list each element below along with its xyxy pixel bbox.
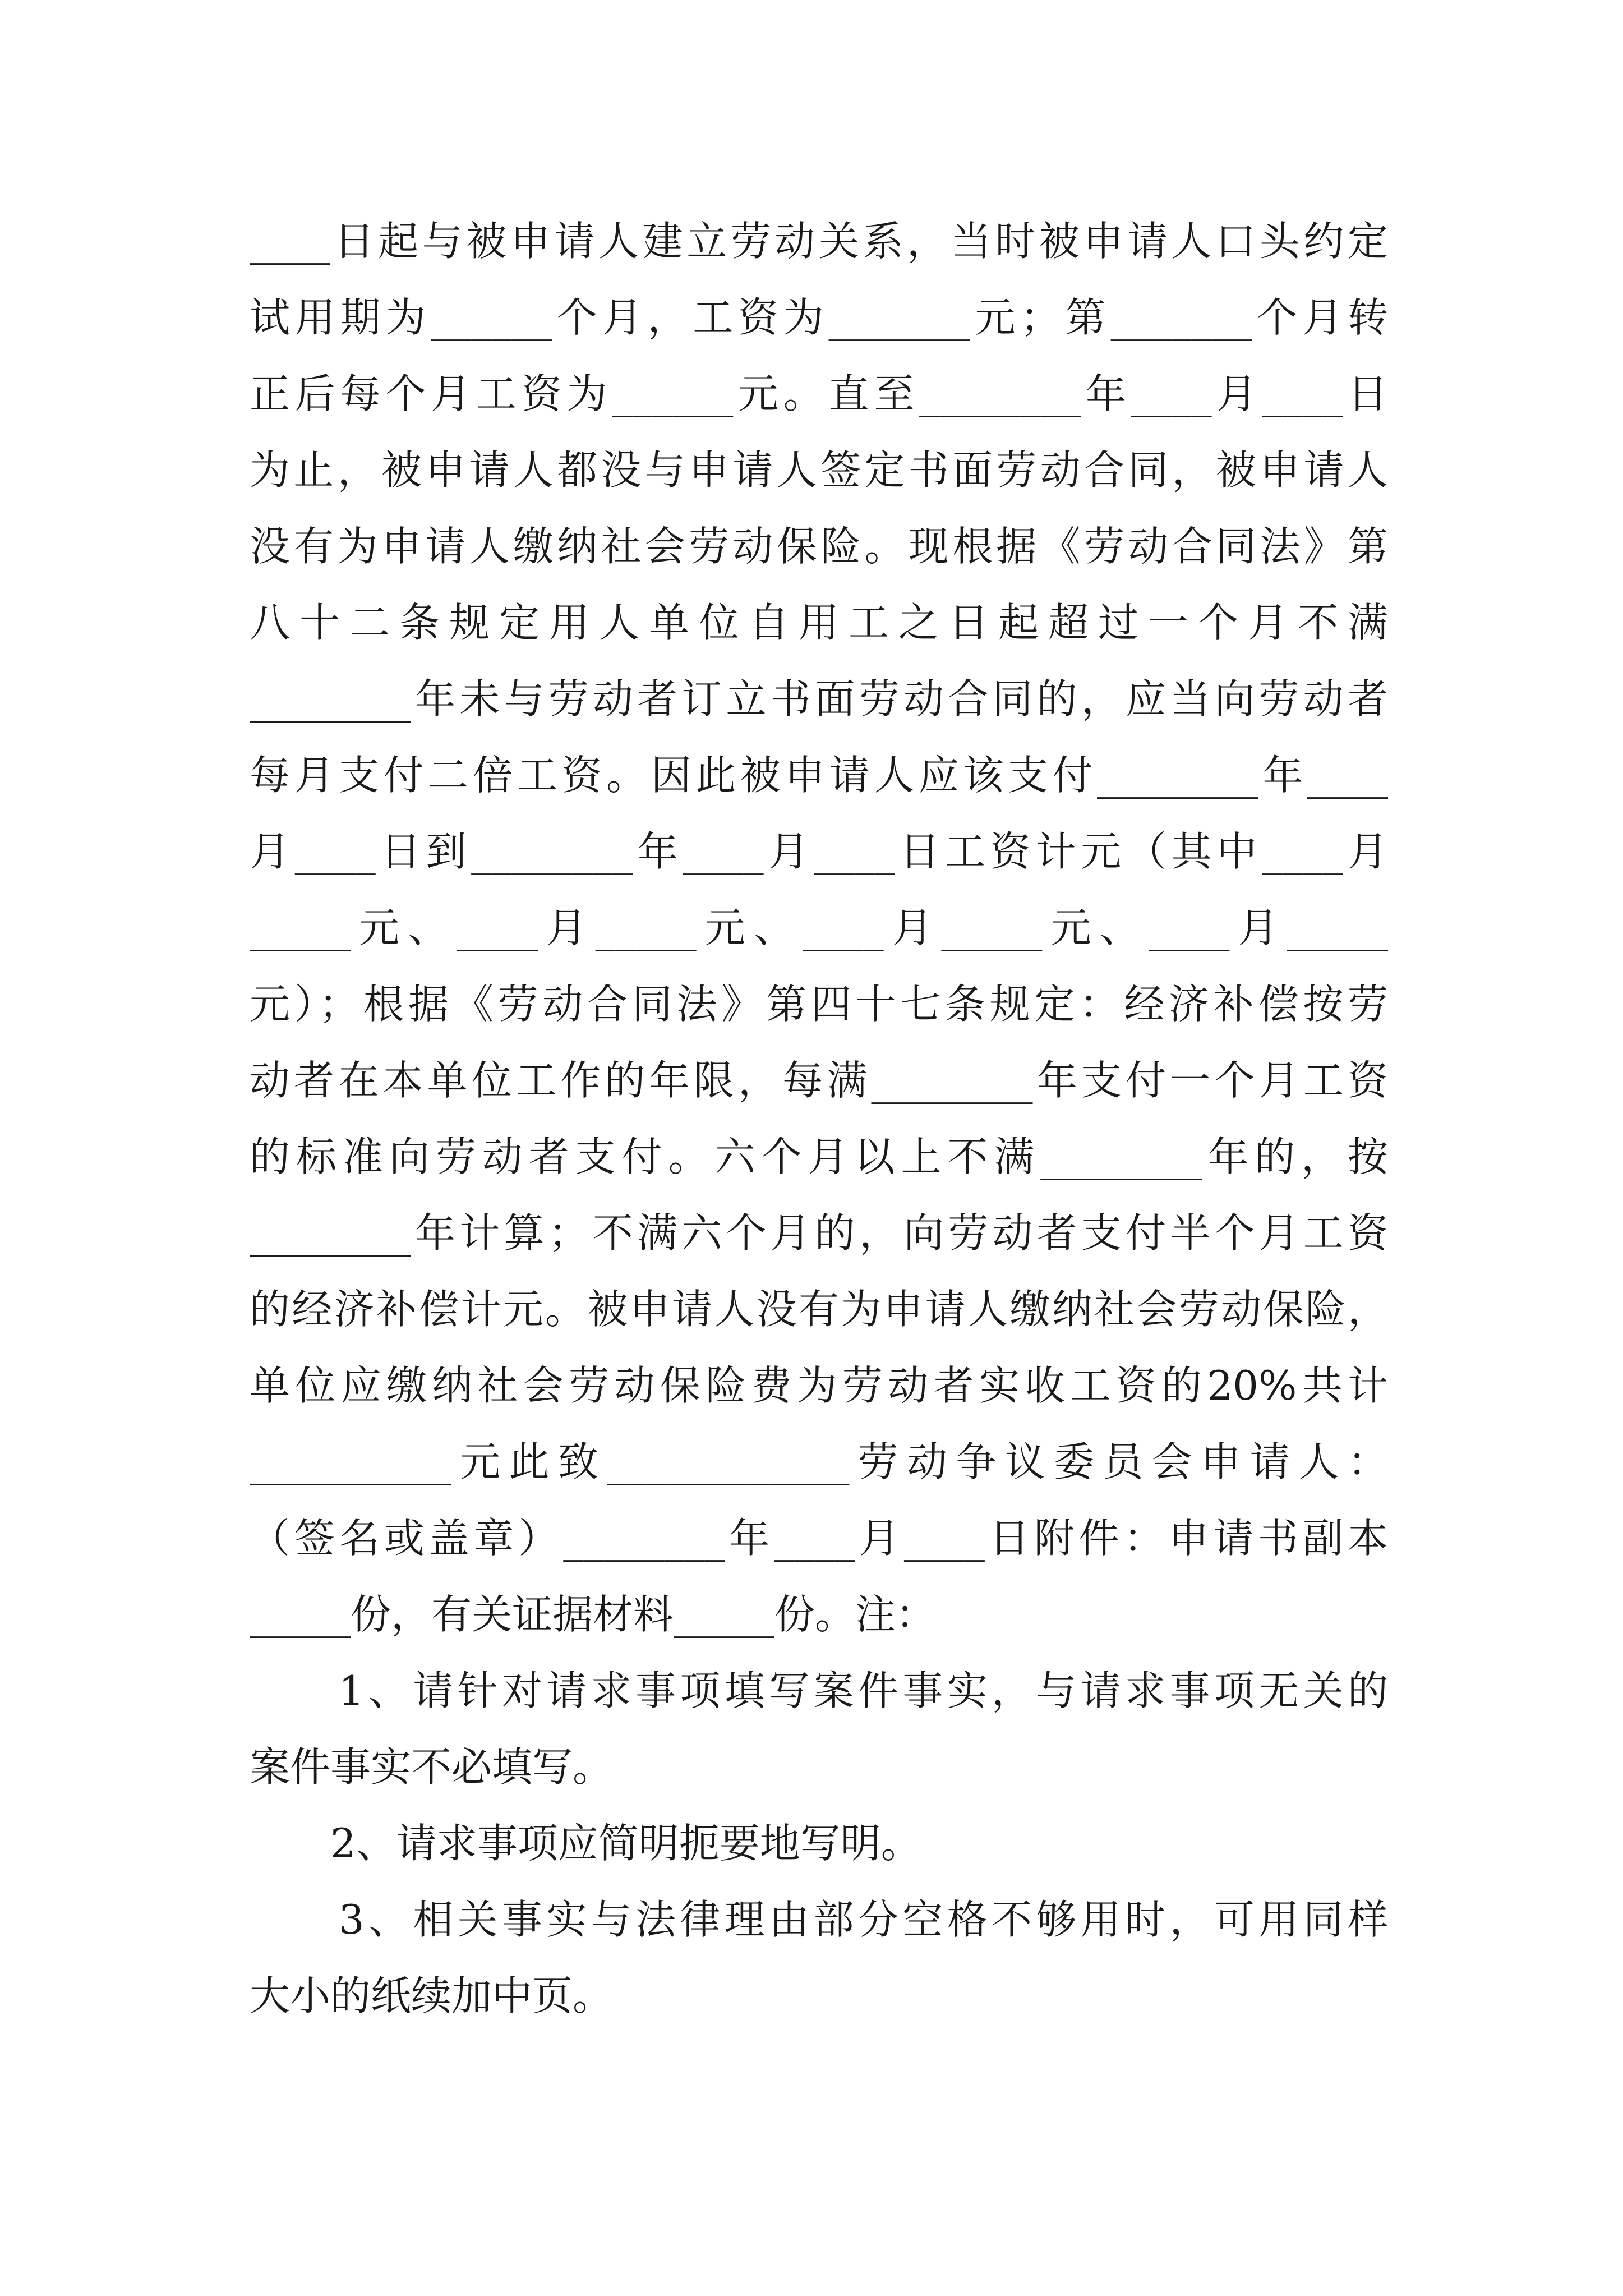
paragraph-line: 动者在本单位工作的年限，每满________年支付一个月工资 <box>250 1057 1388 1104</box>
paragraph-line: 的标准向劳动者支付。六个月以上不满________年的，按 <box>250 1133 1388 1180</box>
paragraph-line: 每月支付二倍工资。因此被申请人应该支付________年____ <box>250 752 1388 799</box>
paragraph-line: ________年计算；不满六个月的，向劳动者支付半个月工资 <box>250 1209 1388 1257</box>
paragraph-line: 元）；根据《劳动合同法》第四十七条规定：经济补偿按劳 <box>250 981 1388 1028</box>
document-body <box>250 203 1388 2034</box>
paragraph-line: __________元此致____________劳动争议委员会申请人： <box>250 1438 1388 1485</box>
note-item-3-continued: 大小的纸续加中页。 <box>250 1972 614 2019</box>
paragraph-line: ____日起与被申请人建立劳动关系，当时被申请人口头约定 <box>250 218 1388 265</box>
paragraph-line: _____份，有关证据材料_____份。注： <box>250 1591 937 1638</box>
note-item-3: 3、相关事实与法律理由部分空格不够用时，可用同样 <box>250 1896 1388 1943</box>
paragraph-line: 试用期为______个月，工资为_______元；第_______个月转 <box>250 294 1388 341</box>
paragraph-line: 的经济补偿计元。被申请人没有为申请人缴纳社会劳动保险， <box>250 1286 1388 1333</box>
paragraph-line: 没有为申请人缴纳社会劳动保险。现根据《劳动合同法》第 <box>250 523 1388 570</box>
paragraph-line: _____元、____月_____元、____月_____元、____月_____ <box>250 904 1388 951</box>
paragraph-line: 为止，被申请人都没与申请人签定书面劳动合同，被申请人 <box>250 447 1388 494</box>
paragraph-line: ________年未与劳动者订立书面劳动合同的，应当向劳动者 <box>250 675 1388 723</box>
note-item-1-continued: 案件事实不必填写。 <box>250 1743 614 1791</box>
paragraph-line: 月____日到________年____月____日工资计元（其中____月 <box>250 828 1388 875</box>
note-item-2: 2、请求事项应简明扼要地写明。 <box>250 1820 921 1867</box>
note-item-1: 1、请针对请求事项填写案件事实，与请求事项无关的 <box>250 1667 1388 1714</box>
paragraph-line: 单位应缴纳社会劳动保险费为劳动者实收工资的20%共计 <box>250 1362 1388 1409</box>
paragraph-line: （签名或盖章）________年____月____日附件：申请书副本 <box>250 1515 1388 1562</box>
paragraph-line: 正后每个月工资为______元。直至________年____月____日 <box>250 370 1388 417</box>
paragraph-line: 八十二条规定用人单位自用工之日起超过一个月不满 <box>250 599 1388 646</box>
